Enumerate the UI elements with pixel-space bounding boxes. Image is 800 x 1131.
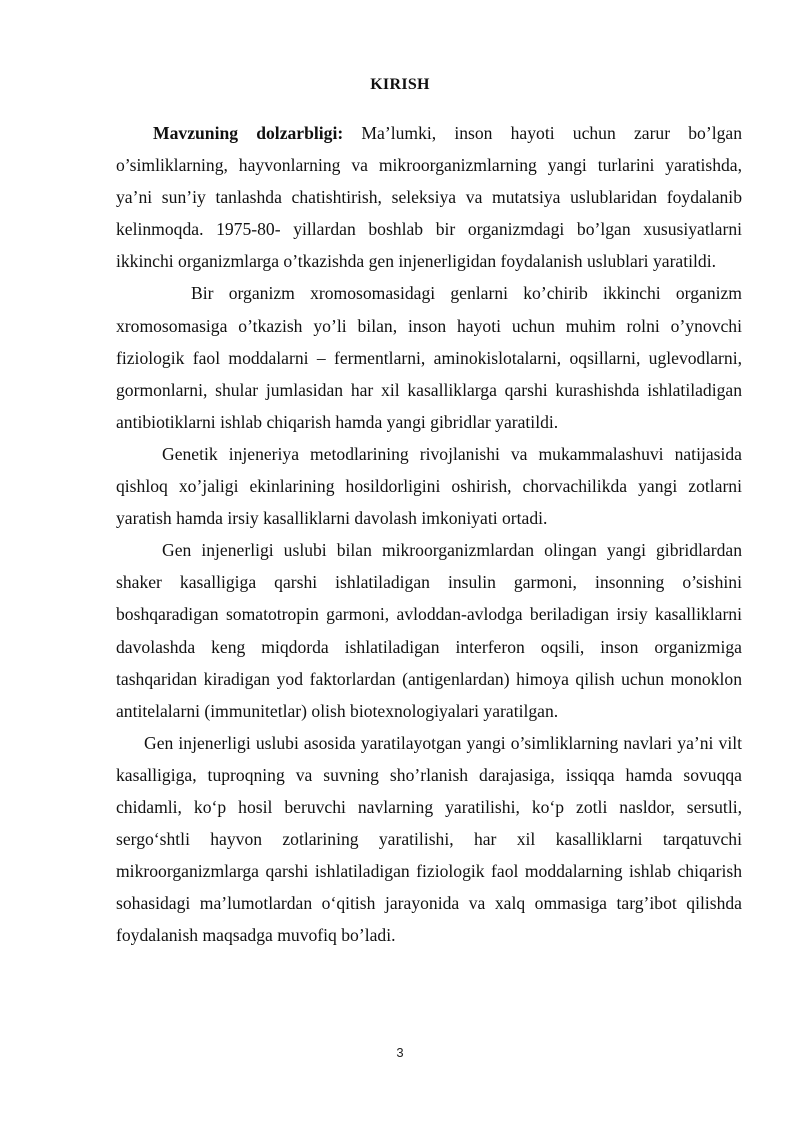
paragraph: Gen injenerligi uslubi bilan mikroorganizmlardan olingan yangi gibridlardan shaker kasalligiga qarshi ishlatiladigan insulin garmoni, insonning o’sishini boshqaradigan somatotropin garmoni, avloddan-avlodga beriladigan irsiy kasalliklarni davolashda keng miqdorda ishlatiladigan interferon oqsili, inson organizmiga tashqaridan kiradigan yod faktorlardan (antigenlardan) himoya qilish uchun monoklon antitelalarni (immunitetlar) olish biotexnologiyalari yaratilgan. — [116, 540, 742, 721]
page-number: 3 — [396, 1045, 404, 1060]
body-text — [116, 117, 742, 951]
paragraph: Gen injenerligi uslubi asosida yaratilayotgan yangi o’simliklarning navlari ya’ni vilt kasalligiga, tuproqning va suvning sho’rlanish darajasiga, issiqqa hamda sovuqqa chidamli, ko‘p hosil beruvchi navlarning yaratilishi, ko‘p zotli nasldor, sersutli, sergo‘shtli hayvon zotlarining yaratilishi, har xil kasalliklarni tarqatuvchi mikroorganizmlarga qarshi ishlatiladigan fiziologik faol moddalarning ishlab chiqarish sohasidagi ma’lumotlardan o‘qitish jarayonida va xalq ommasiga targ’ibot qilishda foydalanish maqsadga muvofiq bo’ladi. — [116, 732, 742, 946]
paragraph-relevance — [116, 117, 742, 277]
paragraph: Genetik injeneriya metodlarining rivojlanishi va mukammalashuvi natijasida qishloq xo’jaligi ekinlarining hosildorligini oshirish, chorvachilikda yangi zotlarni yaratish hamda irsiy kasalliklarni davolash imkoniyati ortadi. — [116, 443, 742, 529]
paragraph-lead: Mavzuning dolzarbligi: — [153, 123, 344, 143]
paragraph-text: Ma’lumki, inson hayoti uchun zarur bo’lgan o’simliklarning, hayvonlarning va mikroorganizmlarning yangi turlarini yaratishda, ya’ni sun’iy tanlashda chatishtirish, seleksiya va mutatsiya uslublaridan foydalanib kelinmoqda. 1975-80- yillardan boshlab bir organizmdagi bo’lgan xususiyatlarni ikkinchi organizmlarga o’tkazishda gen injenerligidan foydalanish uslublari yaratildi. — [116, 123, 742, 272]
paragraph: Bir organizm xromosomasidagi genlarni ko’chirib ikkinchi organizm xromosomasiga o’tkazish yo’li bilan, inson hayoti uchun muhim rolni o’ynovchi fiziologik faol moddalarni – fermentlarni, aminokislotalarni, oqsillarni, uglevodlarni, gormonlarni, shular jumlasidan har xil kasalliklarga qarshi kurashishda ishlatiladigan antibiotiklarni ishlab chiqarish hamda yangi gibridlar yaratildi. — [116, 283, 742, 432]
page-title: KIRISH — [370, 76, 430, 93]
